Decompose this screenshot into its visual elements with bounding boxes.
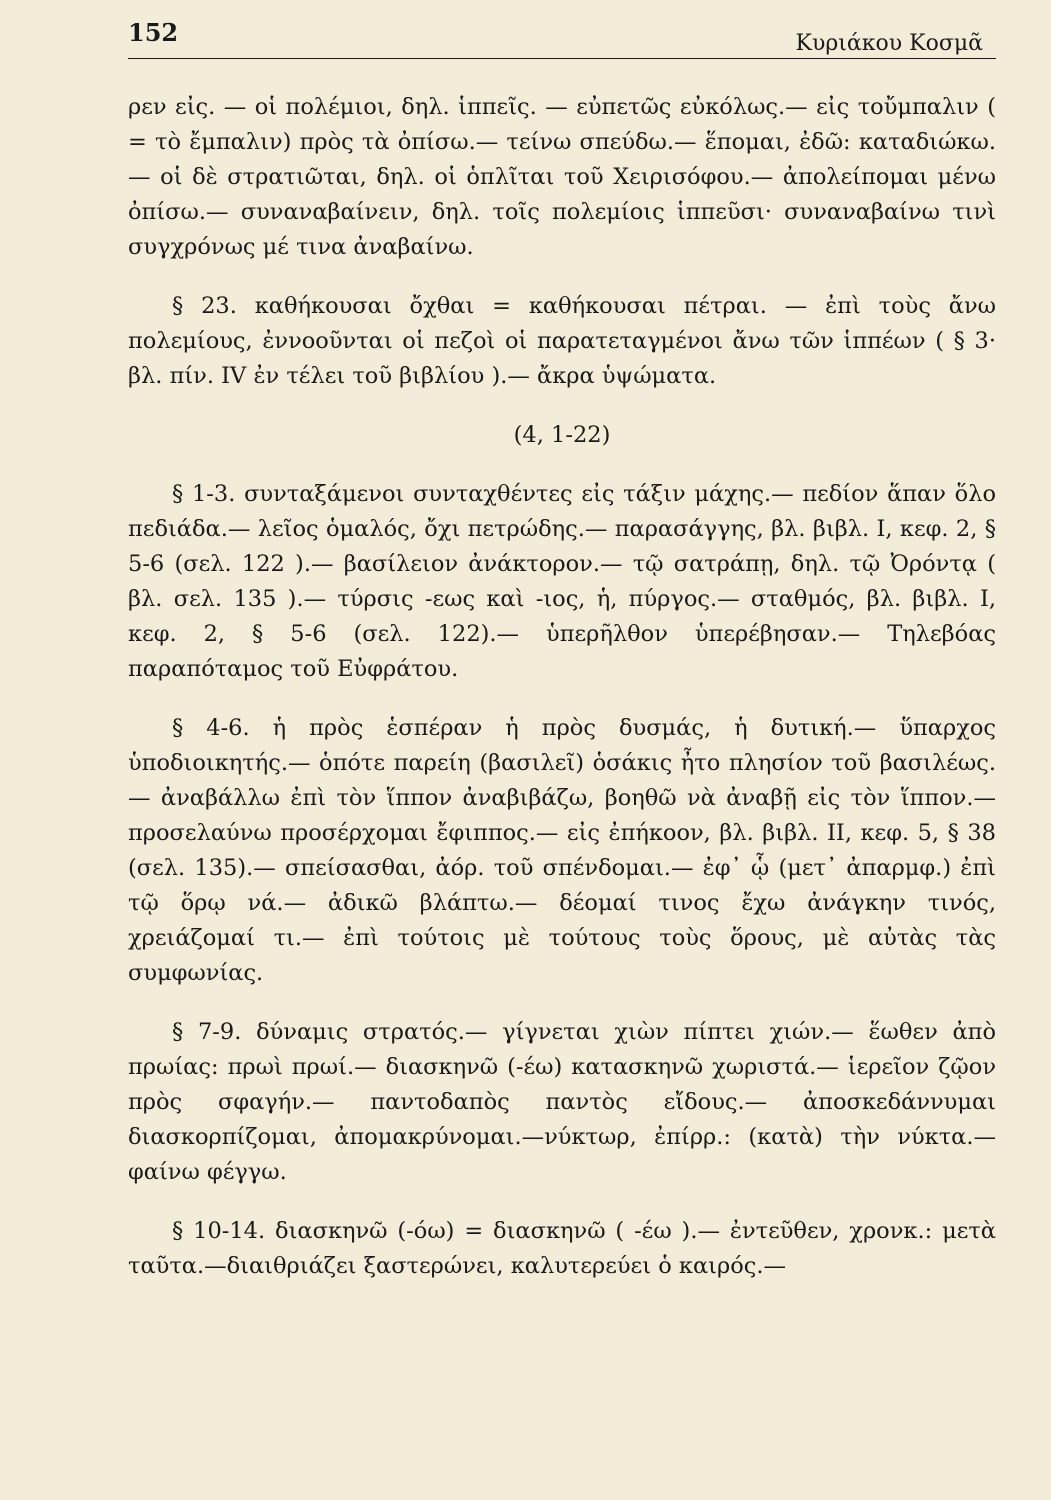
running-title: Κυριάκου Κοσμᾶ xyxy=(795,31,983,56)
paragraph-continuation: ρεν εἰς. — οἱ πολέμιοι, δηλ. ἱππεῖς. — εὐπετῶς εὐκόλως.— εἰς τοὔμπαλιν ( = τὸ ἔμπαλιν) πρὸς τὰ ὀπίσω.— τείνω σπεύδω.— ἕπομαι, ἐδῶ: καταδιώκω.— οἱ δὲ στρατιῶται, δηλ. οἱ ὁπλῖται τοῦ Χειρισόφου.— ἀπολείπομαι μένω ὀπίσω.— συναναβαίνειν, δηλ. τοῖς πολεμίοις ἱππεῦσι· συναναβαίνω τινὶ συγχρόνως μέ τινα ἀναβαίνω. xyxy=(128,94,996,260)
page-number: 152 xyxy=(128,18,179,47)
paragraph-section-7-9: § 7-9. δύναμις στρατός.— γίγνεται χιὼν πίπτει χιών.— ἕωθεν ἀπὸ πρωίας: πρωὶ πρωί.— διασκηνῶ (-έω) κατασκηνῶ χωριστά.— ἱερεῖον ζῷον πρὸς σφαγήν.— παντοδαπὸς παντὸς εἴδους.— ἀποσκεδάννυμαι διασκορπίζομαι, ἀπομακρύνομαι.—νύκτωρ, ἐπίρρ.: (κατὰ) τὴν νύκτα.— φαίνω φέγγω. xyxy=(128,1019,996,1185)
page-body xyxy=(128,90,996,1284)
paragraph-section-10-14: § 10-14. διασκηνῶ (-όω) = διασκηνῶ ( -έω ).— ἐντεῦθεν, χρονκ.: μετὰ ταῦτα.—διαιθριάζει ξαστερώνει, καλυτερεύει ὁ καιρός.— xyxy=(128,1218,996,1279)
paragraph-section-23: § 23. καθήκουσαι ὄχθαι = καθήκουσαι πέτραι. — ἐπὶ τοὺς ἄνω πολεμίους, ἐννοοῦνται οἱ πεζοὶ οἱ παρατεταγμένοι ἄνω τῶν ἱππέων ( § 3· βλ. πίν. IV ἐν τέλει τοῦ βιβλίου ).— ἄκρα ὑψώματα. xyxy=(128,293,996,389)
paragraph-section-1-3: § 1-3. συνταξάμενοι συνταχθέντες εἰς τάξιν μάχης.— πεδίον ἅπαν ὅλο πεδιάδα.— λεῖος ὁμαλός, ὄχι πετρώδης.— παρασάγγης, βλ. βιβλ. I, κεφ. 2, § 5-6 (σελ. 122 ).— βασίλειον ἀνάκτορον.— τῷ σατράπῃ, δηλ. τῷ Ὀρόντᾳ ( βλ. σελ. 135 ).— τύρσις -εως καὶ -ιος, ἡ, πύργος.— σταθμός, βλ. βιβλ. I, κεφ. 2, § 5-6 (σελ. 122).— ὑπερῆλθον ὑπερέβησαν.— Τηλεβόας παραπόταμος τοῦ Εὐφράτου. xyxy=(128,481,996,682)
chapter-reference-heading: (4, 1-22) xyxy=(513,422,611,448)
paragraph-section-4-6: § 4-6. ἡ πρὸς ἑσπέραν ἡ πρὸς δυσμάς, ἡ δυτική.— ὕπαρχος ὑποδιοικητής.— ὁπότε παρείη (βασιλεῖ) ὁσάκις ἦτο πλησίον τοῦ βασιλέως.— ἀναβάλλω ἐπὶ τὸν ἵππον ἀναβιβάζω, βοηθῶ νὰ ἀναβῇ εἰς τὸν ἵππον.— προσελαύνω προσέρχομαι ἔφιππος.— εἰς ἐπήκοον, βλ. βιβλ. II, κεφ. 5, § 38 (σελ. 135).— σπείσασθαι, ἀόρ. τοῦ σπένδομαι.— ἐφ᾿ ᾧ (μετ᾿ ἀπαρμφ.) ἐπὶ τῷ ὅρῳ νά.— ἀδικῶ βλάπτω.— δέομαί τινος ἔχω ἀνάγκην τινός, χρειάζομαί τι.— ἐπὶ τούτοις μὲ τούτους τοὺς ὅρους, μὲ αὐτὰς τὰς συμφωνίας. xyxy=(128,715,996,986)
header-rule xyxy=(128,58,996,59)
